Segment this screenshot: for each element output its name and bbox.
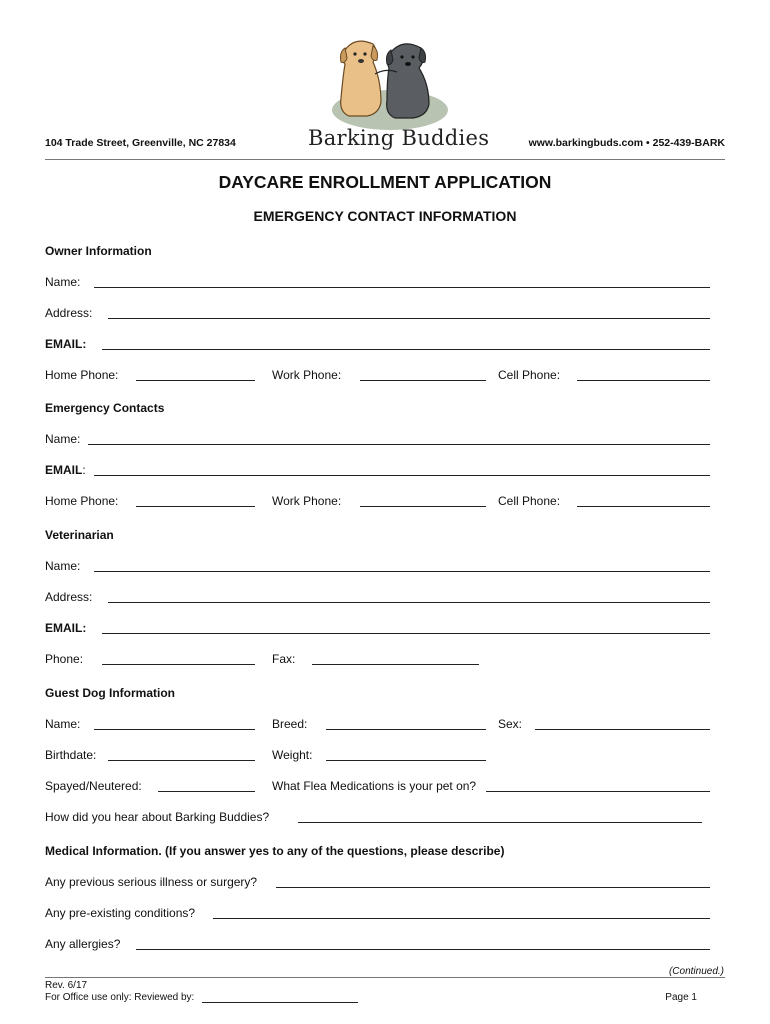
dog-spayed-label: Spayed/Neutered: xyxy=(45,779,142,793)
emergency-email-text: EMAIL xyxy=(45,463,83,477)
owner-address-label: Address: xyxy=(45,306,93,320)
emergency-work-phone-field[interactable] xyxy=(360,506,486,507)
owner-email-label: EMAIL: xyxy=(45,337,87,351)
owner-address-field[interactable] xyxy=(108,318,710,319)
medical-conditions-label: Any pre-existing conditions? xyxy=(45,906,196,920)
dog-sex-field[interactable] xyxy=(535,729,710,730)
medical-illness-label: Any previous serious illness or surgery? xyxy=(45,875,258,889)
medical-conditions-field[interactable] xyxy=(213,918,710,919)
owner-name-label: Name: xyxy=(45,275,81,289)
dogs-logo-icon xyxy=(305,30,465,130)
emergency-home-phone-field[interactable] xyxy=(136,506,255,507)
dog-weight-field[interactable] xyxy=(326,760,486,761)
emergency-email-colon: : xyxy=(82,463,86,477)
emergency-heading: Emergency Contacts xyxy=(45,401,165,415)
vet-fax-label: Fax: xyxy=(272,652,296,666)
emergency-name-field[interactable] xyxy=(88,444,710,445)
owner-name-field[interactable] xyxy=(94,287,710,288)
revision-label: Rev. 6/17 xyxy=(45,980,88,991)
page-number: Page 1 xyxy=(665,992,697,1003)
medical-allergies-field[interactable] xyxy=(136,949,710,950)
office-use-label: For Office use only: Reviewed by: xyxy=(45,992,195,1003)
logo xyxy=(305,30,465,130)
dog-birthdate-field[interactable] xyxy=(108,760,255,761)
owner-work-phone-field[interactable] xyxy=(360,380,486,381)
emergency-name-label: Name: xyxy=(45,432,81,446)
dog-sex-label: Sex: xyxy=(498,717,523,731)
vet-address-field[interactable] xyxy=(108,602,710,603)
vet-email-field[interactable] xyxy=(102,633,710,634)
brand-name: Barking Buddies xyxy=(308,126,490,150)
owner-home-phone-label: Home Phone: xyxy=(45,368,119,382)
vet-name-field[interactable] xyxy=(94,571,710,572)
dog-flea-field[interactable] xyxy=(486,791,710,792)
dog-name-label: Name: xyxy=(45,717,81,731)
header-contact: www.barkingbuds.com • 252-439-BARK xyxy=(528,137,725,149)
owner-cell-phone-field[interactable] xyxy=(577,380,710,381)
vet-address-label: Address: xyxy=(45,590,93,604)
owner-home-phone-field[interactable] xyxy=(136,380,255,381)
dog-birthdate-label: Birthdate: xyxy=(45,748,97,762)
vet-email-label: EMAIL: xyxy=(45,621,87,635)
emergency-cell-phone-label: Cell Phone: xyxy=(498,494,561,508)
emergency-email-field[interactable] xyxy=(94,475,710,476)
dog-heading: Guest Dog Information xyxy=(45,686,175,700)
page-subtitle: EMERGENCY CONTACT INFORMATION xyxy=(253,208,517,224)
owner-work-phone-label: Work Phone: xyxy=(272,368,342,382)
dog-name-field[interactable] xyxy=(94,729,255,730)
page-title: DAYCARE ENROLLMENT APPLICATION xyxy=(218,172,552,192)
header-divider xyxy=(45,159,725,160)
medical-heading: Medical Information. (If you answer yes to any of the questions, please describe) xyxy=(45,844,505,858)
dog-flea-label: What Flea Medications is your pet on? xyxy=(272,779,477,793)
owner-email-field[interactable] xyxy=(102,349,710,350)
footer-divider xyxy=(45,977,725,978)
vet-name-label: Name: xyxy=(45,559,81,573)
dog-hear-label: How did you hear about Barking Buddies? xyxy=(45,810,270,824)
emergency-email-label xyxy=(45,463,86,477)
dog-hear-field[interactable] xyxy=(298,822,702,823)
medical-illness-field[interactable] xyxy=(276,887,710,888)
vet-phone-field[interactable] xyxy=(102,664,255,665)
owner-cell-phone-label: Cell Phone: xyxy=(498,368,561,382)
reviewed-by-field[interactable] xyxy=(202,1002,358,1003)
emergency-cell-phone-field[interactable] xyxy=(577,506,710,507)
dog-breed-field[interactable] xyxy=(326,729,486,730)
dog-weight-label: Weight: xyxy=(272,748,313,762)
vet-fax-field[interactable] xyxy=(312,664,479,665)
continued-note: (Continued.) xyxy=(668,966,724,977)
emergency-home-phone-label: Home Phone: xyxy=(45,494,119,508)
vet-phone-label: Phone: xyxy=(45,652,84,666)
vet-heading: Veterinarian xyxy=(45,528,114,542)
dog-breed-label: Breed: xyxy=(272,717,308,731)
dog-spayed-field[interactable] xyxy=(158,791,255,792)
header-address: 104 Trade Street, Greenville, NC 27834 xyxy=(45,137,236,149)
medical-allergies-label: Any allergies? xyxy=(45,937,121,951)
emergency-work-phone-label: Work Phone: xyxy=(272,494,342,508)
owner-heading: Owner Information xyxy=(45,244,152,258)
